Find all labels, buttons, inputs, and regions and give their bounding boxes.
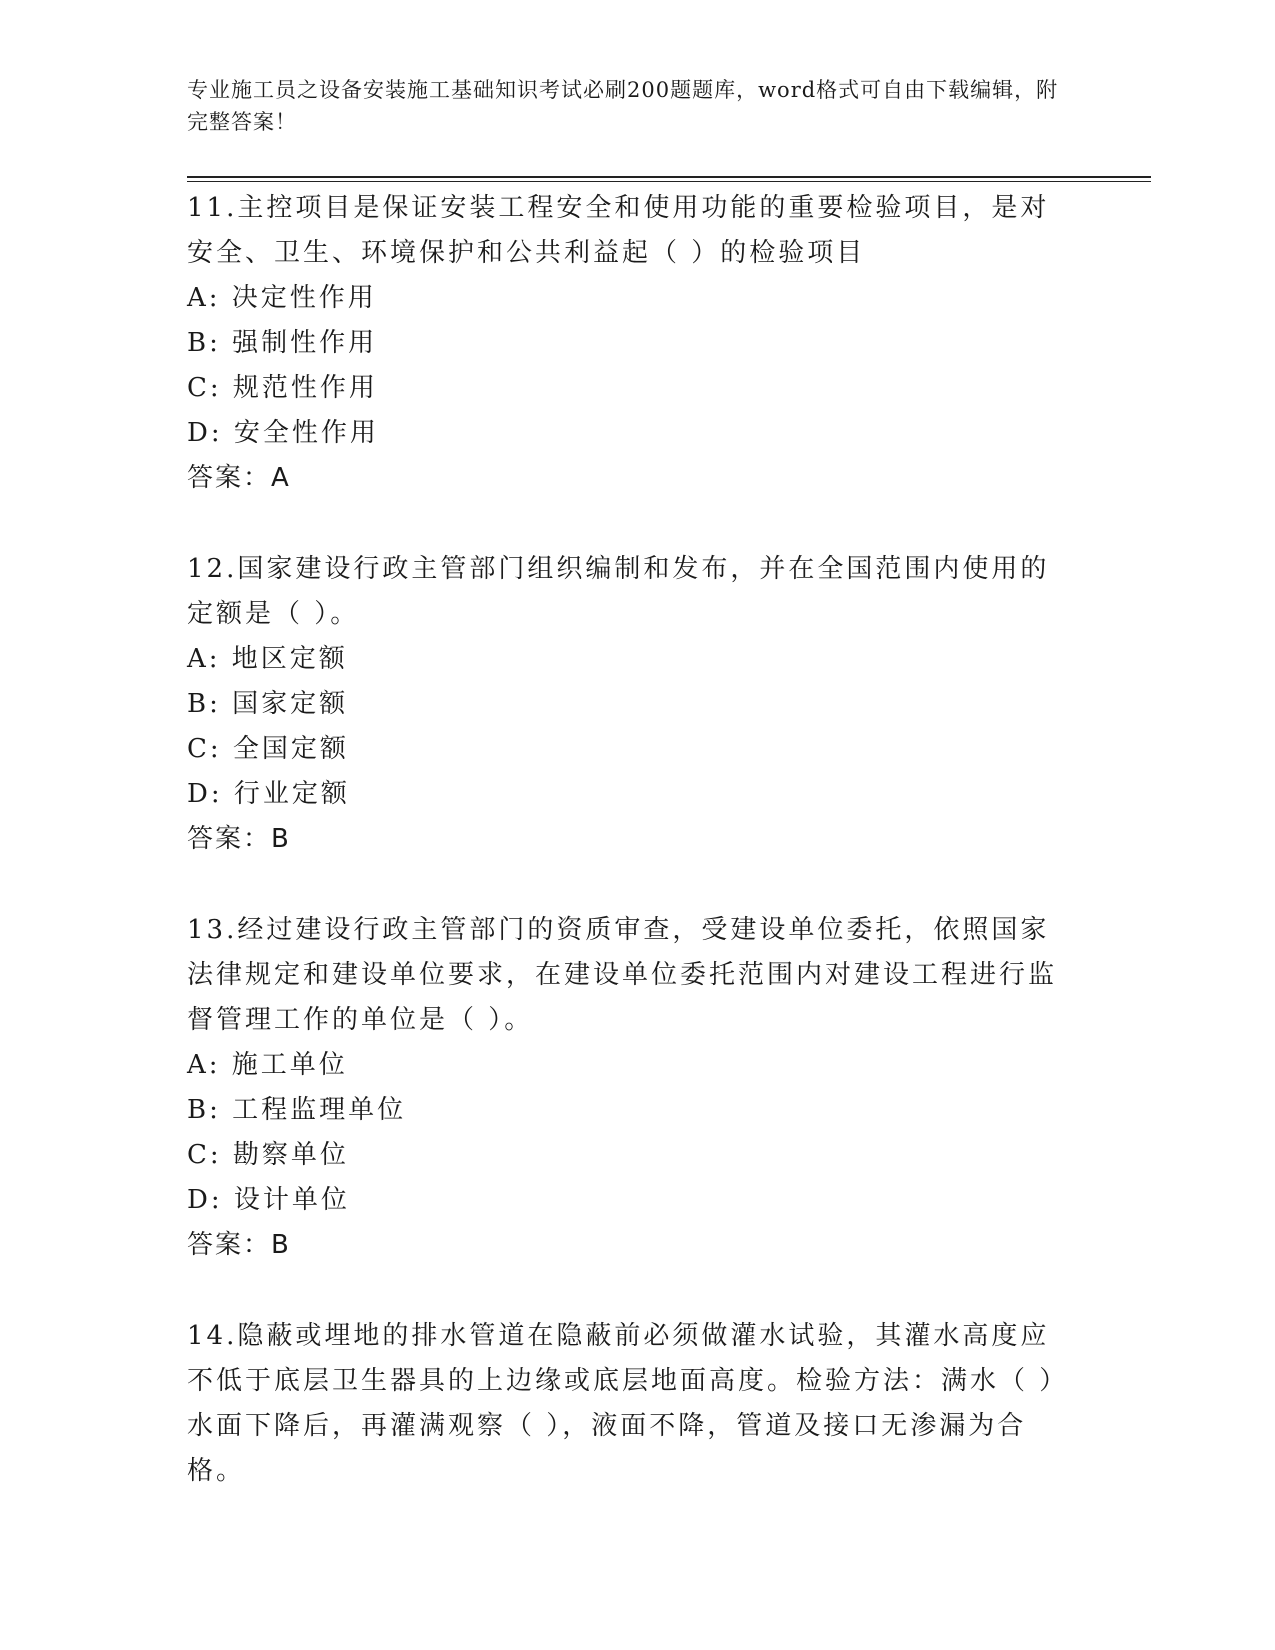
option-d: D: 设计单位 — [187, 1185, 350, 1215]
question-list — [187, 186, 1077, 1540]
answer-line: 答案：A — [187, 463, 291, 493]
option-a: A: 地区定额 — [187, 644, 348, 674]
question-12 — [187, 547, 1077, 862]
option-c: C: 全国定额 — [187, 734, 349, 764]
question-stem: 13.经过建设行政主管部门的资质审查，受建设单位委托，依照国家法律规定和建设单位要求，在建设单位委托范围内对建设工程进行监督管理工作的单位是（ ）。 — [187, 915, 1058, 1035]
question-14 — [187, 1314, 1077, 1494]
option-a: A: 施工单位 — [187, 1050, 348, 1080]
option-d: D: 安全性作用 — [187, 418, 379, 448]
header-rule-thin — [187, 181, 1151, 182]
option-b: B: 强制性作用 — [187, 328, 378, 358]
header-rule-thick — [187, 176, 1151, 178]
option-b: B: 工程监理单位 — [187, 1095, 407, 1125]
question-stem: 12.国家建设行政主管部门组织编制和发布，并在全国范围内使用的定额是（ ）。 — [187, 554, 1050, 629]
answer-line: 答案：B — [187, 824, 291, 854]
option-a: A: 决定性作用 — [187, 283, 377, 313]
question-stem: 14.隐蔽或埋地的排水管道在隐蔽前必须做灌水试验，其灌水高度应不低于底层卫生器具的上边缘或底层地面高度。检验方法：满水（ ）水面下降后，再灌满观察（ ），液面不降，管道及接口无渗漏为合格。 — [187, 1321, 1069, 1486]
option-b: B: 国家定额 — [187, 689, 349, 719]
document-header: 专业施工员之设备安装施工基础知识考试必刷200题题库，word格式可自由下载编辑，附完整答案！ — [187, 78, 1059, 134]
question-11 — [187, 186, 1077, 501]
option-c: C: 勘察单位 — [187, 1140, 349, 1170]
answer-line: 答案：B — [187, 1230, 291, 1260]
question-13 — [187, 908, 1077, 1268]
option-d: D: 行业定额 — [187, 779, 350, 809]
question-stem: 11.主控项目是保证安装工程安全和使用功能的重要检验项目，是对安全、卫生、环境保护和公共利益起（ ）的检验项目 — [187, 193, 1050, 268]
option-c: C: 规范性作用 — [187, 373, 378, 403]
